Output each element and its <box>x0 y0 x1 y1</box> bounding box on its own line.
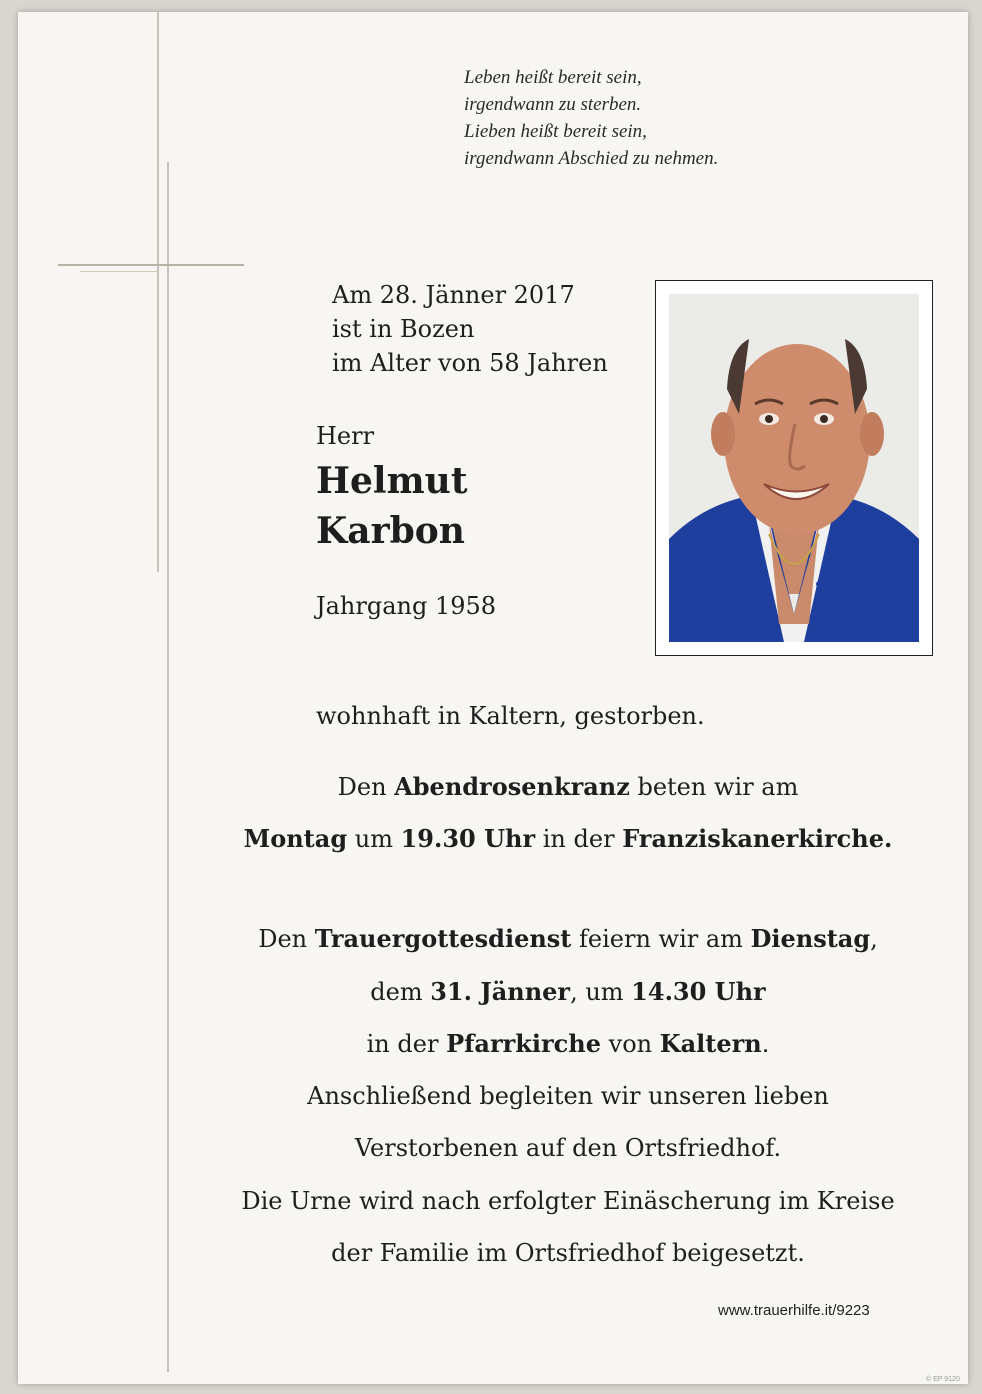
rosary-line-2 <box>168 824 968 853</box>
funeral-line-1 <box>168 924 968 953</box>
text: . <box>761 1030 770 1058</box>
text: beten wir am <box>629 773 799 801</box>
text: dem <box>370 978 431 1006</box>
first-name: Helmut <box>316 460 468 502</box>
footer-url[interactable]: www.trauerhilfe.it/9223 <box>718 1302 870 1319</box>
quote-line: irgendwann Abschied zu nehmen. <box>464 148 719 169</box>
funeral-line-6: Die Urne wird nach erfolgter Einäscherung im Kreise <box>241 1187 895 1215</box>
cross-vertical-line <box>157 12 159 572</box>
cross-horizontal-line-secondary <box>80 271 158 272</box>
footer-code: © EP 9120 <box>926 1376 960 1383</box>
funeral-date: 31. Jänner <box>430 977 571 1006</box>
funeral-line-3 <box>168 1029 968 1058</box>
funeral-line-4: Anschließend begleiten wir unseren lieben <box>307 1082 829 1110</box>
funeral-town: Kaltern <box>659 1029 762 1058</box>
death-notice-intro <box>332 278 608 380</box>
last-name: Karbon <box>316 510 465 552</box>
intro-line: im Alter von 58 Jahren <box>332 349 608 377</box>
birth-year: Jahrgang 1958 <box>316 592 497 620</box>
text: feiern wir am <box>571 925 751 953</box>
funeral-line-5: Verstorbenen auf den Ortsfriedhof. <box>354 1134 782 1162</box>
text: in der <box>535 825 623 853</box>
intro-line: ist in Bozen <box>332 315 475 343</box>
memorial-quote <box>464 64 824 172</box>
portrait-photo <box>669 294 919 642</box>
text: , <box>870 925 878 953</box>
rosary-line-1 <box>168 772 968 801</box>
text: um <box>347 825 401 853</box>
rosary-day: Montag <box>243 824 348 853</box>
portrait-frame <box>655 280 933 656</box>
salutation: Herr <box>316 422 375 450</box>
funeral-day: Dienstag <box>750 924 871 953</box>
cross-horizontal-line <box>58 264 244 266</box>
quote-line: Leben heißt bereit sein, <box>464 67 642 88</box>
text: in der <box>366 1030 447 1058</box>
text: Den <box>258 925 315 953</box>
quote-line: Lieben heißt bereit sein, <box>464 121 647 142</box>
intro-line: Am 28. Jänner 2017 <box>332 281 575 309</box>
rosary-church: Franziskanerkirche. <box>622 824 893 853</box>
text: Den <box>337 773 395 801</box>
funeral-line-7: der Familie im Ortsfriedhof beigesetzt. <box>331 1239 805 1267</box>
rosary-time: 19.30 Uhr <box>400 824 536 853</box>
text: von <box>601 1030 660 1058</box>
residence-text: wohnhaft in Kaltern, gestorben. <box>316 702 705 730</box>
funeral-event: Trauergottesdienst <box>314 924 572 953</box>
funeral-line-2 <box>168 977 968 1006</box>
funeral-church: Pfarrkirche <box>446 1029 601 1058</box>
funeral-time: 14.30 Uhr <box>631 977 766 1006</box>
obituary-page <box>18 12 968 1384</box>
portrait-illustration <box>669 294 919 642</box>
text: , um <box>570 978 632 1006</box>
rosary-event: Abendrosenkranz <box>394 772 630 801</box>
quote-line: irgendwann zu sterben. <box>464 94 642 115</box>
